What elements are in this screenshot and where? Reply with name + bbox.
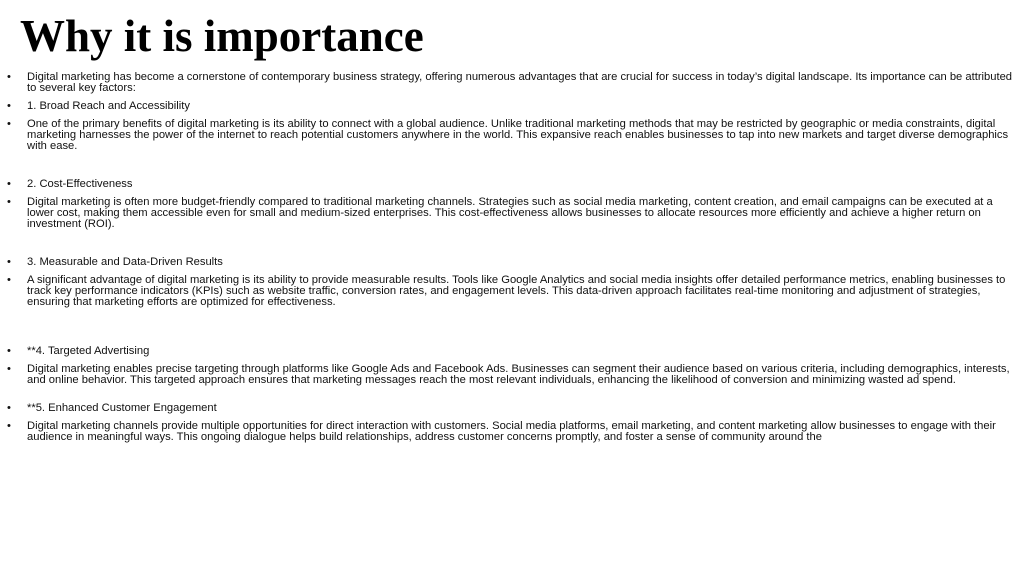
bullet-list bbox=[0, 72, 1024, 450]
bullet-heading-targeted-advertising: • **4. Targeted Advertising bbox=[0, 346, 1024, 357]
bullet-measurable-results-text: • A significant advantage of digital marketing is its ability to provide measurable results. Tools like Google Analytics and social media insights offer detailed performance metrics, enabling businesses to track key performance indicators (KPIs) such as website traffic, conversion rates, and engagement levels. This data-driven approach facilitates real-time monitoring and adjustment of strategies, ensuring that marketing efforts are optimized for effectiveness. bbox=[0, 275, 1024, 308]
bullet-heading-customer-engagement: • **5. Enhanced Customer Engagement bbox=[0, 403, 1024, 414]
bullet-heading-broad-reach: • 1. Broad Reach and Accessibility bbox=[0, 101, 1024, 112]
bullet-intro: • Digital marketing has become a cornerstone of contemporary business strategy, offering numerous advantages that are crucial for success in today’s digital landscape. Its importance can be attributed to several key factors: bbox=[0, 72, 1024, 94]
bullet-heading-cost-effectiveness: • 2. Cost-Effectiveness bbox=[0, 179, 1024, 190]
bullet-customer-engagement-text: • Digital marketing channels provide multiple opportunities for direct interaction with customers. Social media platforms, email marketing, and content marketing allow businesses to engage with their audience in meaningful ways. This ongoing dialogue helps build relationships, address customer concerns promptly, and foster a sense of community around the bbox=[0, 421, 1024, 443]
bullet-targeted-advertising-text: • Digital marketing enables precise targeting through platforms like Google Ads and Facebook Ads. Businesses can segment their audience based on various criteria, including demographics, interests, and online behavior. This targeted approach ensures that marketing messages reach the most relevant individuals, enhancing the likelihood of conversion and minimizing wasted ad spend. bbox=[0, 364, 1024, 386]
bullet-heading-measurable-results: • 3. Measurable and Data-Driven Results bbox=[0, 257, 1024, 268]
bullet-broad-reach-text: • One of the primary benefits of digital marketing is its ability to connect with a global audience. Unlike traditional marketing methods that may be restricted by geographic or media constraints, digital marketing harnesses the power of the internet to reach potential customers anywhere in the world. This expansive reach enables businesses to tap into new markets and target diverse demographics with ease. bbox=[0, 119, 1024, 152]
bullet-cost-effectiveness-text: • Digital marketing is often more budget-friendly compared to traditional marketing channels. Strategies such as social media marketing, content creation, and email campaigns can be executed at a lower cost, making them accessible even for small and medium-sized enterprises. This cost-effectiveness allows businesses to allocate resources more efficiently and achieve a higher return on investment (ROI). bbox=[0, 197, 1024, 230]
slide-title: Why it is importance bbox=[20, 11, 424, 61]
